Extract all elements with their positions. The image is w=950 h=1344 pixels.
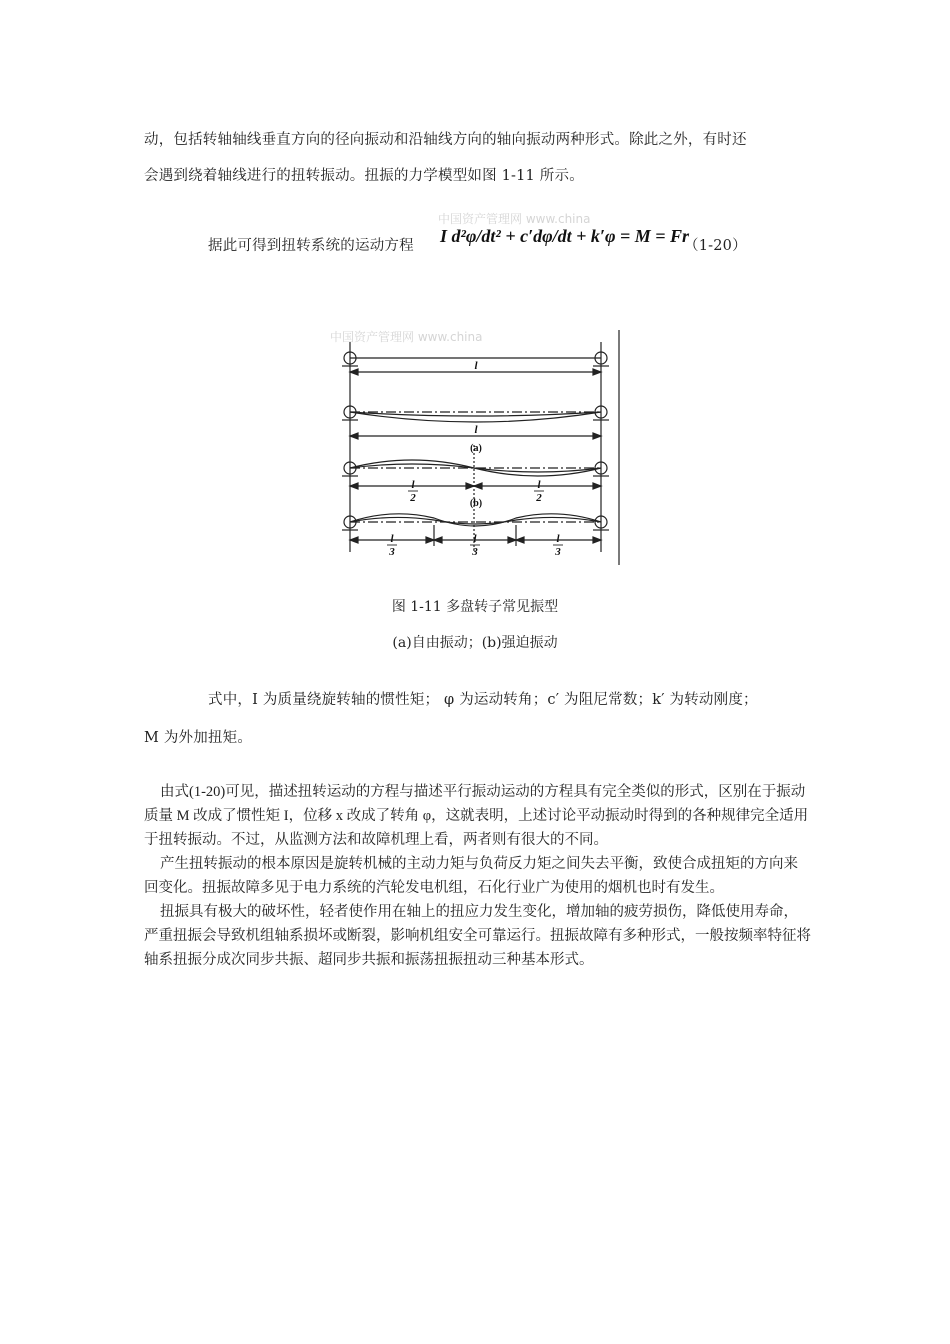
label-third-num-1: l (390, 533, 394, 545)
intro-line-2: 会遇到绕着轴线进行的扭转振动。扭振的力学模型如图 1-11 所示。 (144, 168, 584, 184)
figure-caption: 图 1-11 多盘转子常见振型 (391, 599, 559, 615)
arrow-left-2 (350, 433, 358, 439)
label-third-num-3: l (556, 533, 560, 545)
definitions-line-1: 式中，I 为质量绕旋转轴的惯性矩； φ 为运动转角；c′ 为阻尼常数；k′ 为转动刚度； (208, 692, 758, 708)
arrow-right-3 (593, 483, 601, 489)
arrow-left-4 (350, 537, 358, 543)
label-third-num-2: l (473, 533, 477, 545)
intro-line-1: 动，包括转轴轴线垂直方向的径向振动和沿轴线方向的轴向振动两种形式。除此之外，有时还 (144, 132, 747, 148)
equation-watermark: 中国资产管理网 www.china (438, 212, 591, 226)
label-l-second: l (474, 424, 478, 436)
body-paragraphs (144, 780, 812, 972)
shaft-row-2-inner (350, 412, 601, 416)
arrow-left-1 (350, 369, 358, 375)
arrow-left-3 (350, 483, 358, 489)
paragraph-3: 扭振具有极大的破坏性，轻者使作用在轴上的扭应力发生变化，增加轴的疲劳损伤，降低使用寿命，严重扭振会导致机组轴系损坏或断裂，影响机组安全可靠运行。扭振故障有多种形式，一般按频率特征将轴系扭振分成次同步共振、超同步共振和振荡扭振扭动三种基本形式。 (144, 904, 811, 968)
equation-lead-text: 据此可得到扭转系统的运动方程 (208, 238, 414, 254)
label-half-den-left: 2 (410, 492, 416, 504)
equation-formula: I d²φ/dt² + c′dφ/dt + k′φ = M = Fr (440, 226, 690, 246)
mode-shape-diagram (326, 320, 626, 570)
paragraph-2: 产生扭转振动的根本原因是旋转机械的主动力矩与负荷反力矩之间失去平衡，致使合成扭矩的方向来回变化。扭振故障多见于电力系统的汽轮发电机组，石化行业广为使用的烟机也时有发生。 (144, 856, 798, 896)
label-half-num-left: l (411, 479, 415, 491)
label-third-den-1: 3 (389, 546, 395, 558)
paragraph-1: 由式(1-20)可见，描述扭转运动的方程与描述平行振动运动的方程具有完全类似的形式，区别在于振动质量 M 改成了惯性矩 I，位移 x 改成了转角 φ，这就表明，上述讨论平动振动时得到的各种规律完全适用于扭转振动。不过，从监测方法和故障机理上看，两者则有很大的不同。 (144, 784, 809, 848)
figure-subcaption: (a)自由振动；(b)强迫振动 (392, 635, 558, 651)
label-third-den-3: 3 (555, 546, 561, 558)
definitions-line-2: M 为外加扭矩。 (144, 730, 253, 746)
label-half-den-right: 2 (536, 492, 542, 504)
arrow-third-2b (516, 537, 524, 543)
arrow-right-1 (593, 369, 601, 375)
label-l-top: l (474, 360, 478, 372)
label-mark-b: (b) (469, 498, 483, 509)
label-third-den-2: 3 (472, 546, 478, 558)
label-half-num-right: l (537, 479, 541, 491)
arrow-third-1b (434, 537, 442, 543)
equation-number: （1-20） (684, 238, 747, 254)
arrow-right-4 (593, 537, 601, 543)
shaft-row-4-inner (350, 517, 601, 524)
arrow-mid-3b (474, 483, 482, 489)
label-mark-a: (a) (470, 443, 482, 454)
figure-watermark: 中国资产管理网 www.china (330, 330, 483, 344)
figure-1-11 (326, 320, 626, 570)
arrow-right-2 (593, 433, 601, 439)
